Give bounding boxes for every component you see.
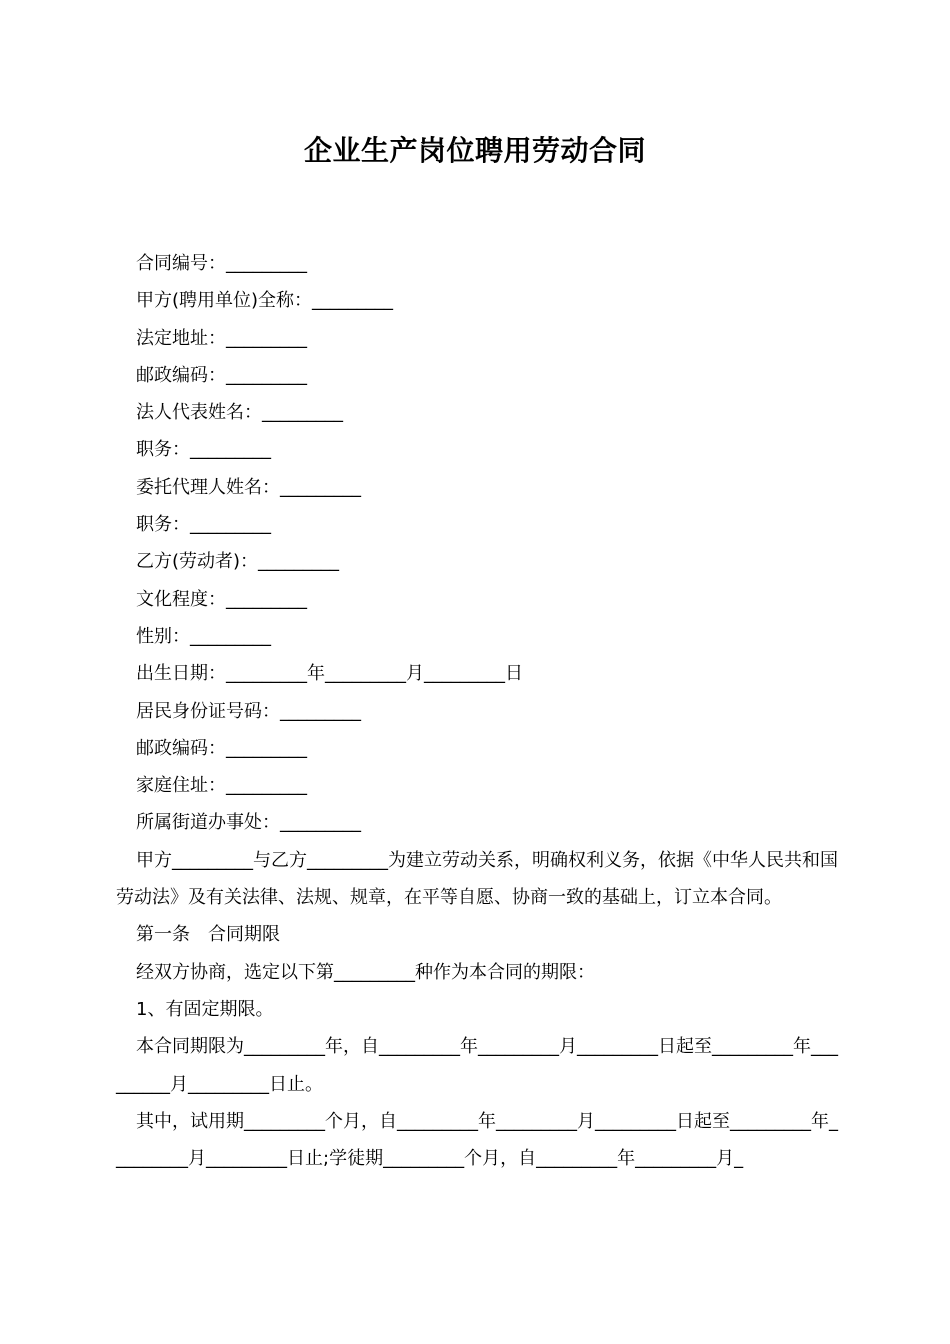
- field-subdistrict-office: 所属街道办事处：_________: [136, 812, 361, 834]
- field-employer-name: 甲方(聘用单位)全称：_________: [136, 290, 394, 312]
- probation-paragraph: 其中，试用期_________个月，自_________年_________月_________日起至_________年_________月_________日止;学徒期_________个月，自_________年_________月_: [116, 1110, 838, 1170]
- field-gender: 性别：_________: [136, 625, 271, 647]
- field-home-address: 家庭住址：_________: [136, 775, 307, 797]
- field-contract-number: 合同编号：_________: [136, 253, 307, 274]
- document-title: 企业生产岗位聘用劳动合同: [303, 134, 646, 167]
- field-representative-position: 职务：_________: [136, 439, 271, 461]
- contract-term-paragraph: 本合同期限为_________年，自_________年_________月_________日起至_________年_________月_________日止。: [116, 1036, 838, 1095]
- preamble-paragraph: 甲方_________与乙方_________为建立劳动关系，明确权利义务，依据《中华人民共和国劳动法》及有关法律、法规、规章，在平等自愿、协商一致的基础上，订立本合同。: [116, 849, 838, 909]
- article-1-heading: 第一条 合同期限: [136, 924, 280, 946]
- field-legal-representative: 法人代表姓名：_________: [136, 402, 343, 424]
- document-body: [116, 245, 838, 1177]
- field-employee-name: 乙方(劳动者)：_________: [136, 551, 340, 573]
- field-agent-position: 职务：_________: [136, 514, 271, 536]
- field-employee-postal-code: 邮政编码：_________: [136, 737, 307, 759]
- field-authorized-agent: 委托代理人姓名：_________: [136, 476, 361, 498]
- field-education-level: 文化程度：_________: [136, 588, 307, 610]
- field-id-number: 居民身份证号码：_________: [136, 700, 361, 722]
- article-1-option-1: 1、有固定期限。: [136, 998, 274, 1020]
- field-employer-postal-code: 邮政编码：_________: [136, 364, 307, 386]
- article-1-intro: 经双方协商，选定以下第_________种作为本合同的期限：: [136, 961, 595, 983]
- field-legal-address: 法定地址：_________: [136, 327, 307, 349]
- field-birth-date: 出生日期：_________年_________月_________日: [136, 663, 523, 685]
